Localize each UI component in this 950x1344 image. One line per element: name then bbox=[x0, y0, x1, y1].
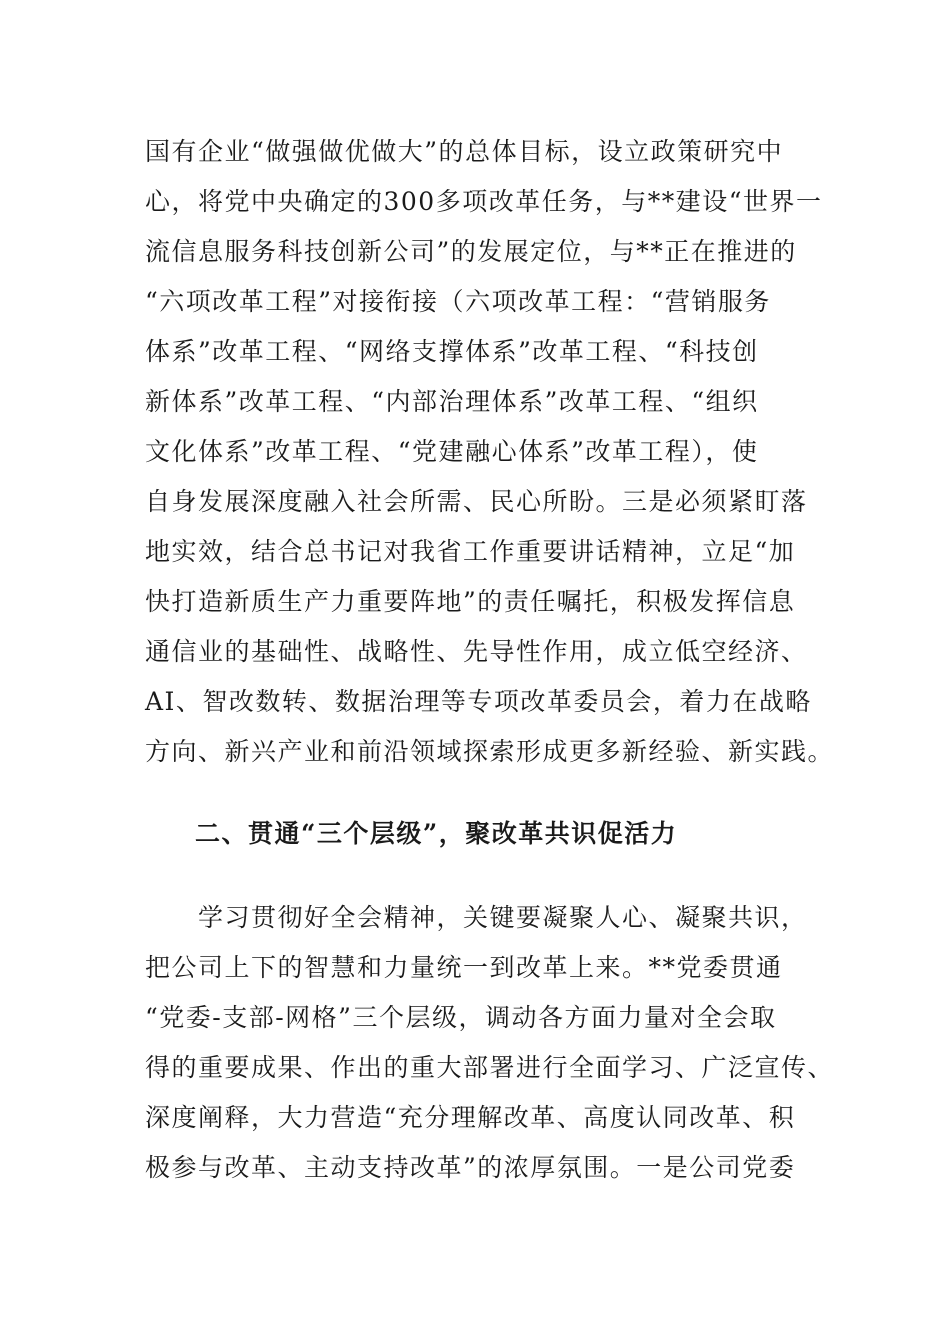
paragraph-1-line-5: 体系”改革工程、“网络支撑体系”改革工程、“科技创 bbox=[145, 337, 759, 366]
paragraph-1-line-8: 自身发展深度融入社会所需、民心所盼。三是必须紧盯落 bbox=[145, 487, 808, 516]
paragraph-1-line-4: “六项改革工程”对接衔接（六项改革工程：“营销服务 bbox=[145, 287, 771, 316]
paragraph-1-line-2: 心，将党中央确定的300多项改革任务，与**建设“世界一 bbox=[145, 187, 823, 216]
section-heading: 二、贯通“三个层级”，聚改革共识促活力 bbox=[195, 819, 678, 848]
paragraph-1-line-12: AI、智改数转、数据治理等专项改革委员会，着力在战略 bbox=[145, 687, 812, 716]
paragraph-1-line-9: 地实效，结合总书记对我省工作重要讲话精神，立足“加 bbox=[145, 537, 796, 566]
paragraph-2-line-2: 把公司上下的智慧和力量统一到改革上来。**党委贯通 bbox=[145, 953, 783, 982]
paragraph-2-line-4: 得的重要成果、作出的重大部署进行全面学习、广泛宣传、 bbox=[145, 1053, 835, 1082]
paragraph-1-line-13: 方向、新兴产业和前沿领域探索形成更多新经验、新实践。 bbox=[145, 737, 835, 766]
paragraph-1-line-7: 文化体系”改革工程、“党建融心体系”改革工程），使 bbox=[145, 437, 759, 466]
paragraph-1-line-10: 快打造新质生产力重要阵地”的责任嘱托，积极发挥信息 bbox=[145, 587, 796, 616]
paragraph-1-line-6: 新体系”改革工程、“内部治理体系”改革工程、“组织 bbox=[145, 387, 759, 416]
paragraph-2-line-1: 学习贯彻好全会精神，关键要凝聚人心、凝聚共识， bbox=[145, 903, 808, 932]
paragraph-2-line-6: 极参与改革、主动支持改革”的浓厚氛围。一是公司党委 bbox=[145, 1153, 796, 1182]
paragraph-1-line-11: 通信业的基础性、战略性、先导性作用，成立低空经济、 bbox=[145, 637, 808, 666]
paragraph-2-line-5: 深度阐释，大力营造“充分理解改革、高度认同改革、积 bbox=[145, 1103, 796, 1132]
paragraph-1-line-3: 流信息服务科技创新公司”的发展定位，与**正在推进的 bbox=[145, 237, 797, 266]
paragraph-2-line-3: “党委-支部-网格”三个层级，调动各方面力量对全会取 bbox=[145, 1003, 777, 1032]
paragraph-1-line-1: 国有企业“做强做优做大”的总体目标，设立政策研究中 bbox=[145, 137, 784, 166]
